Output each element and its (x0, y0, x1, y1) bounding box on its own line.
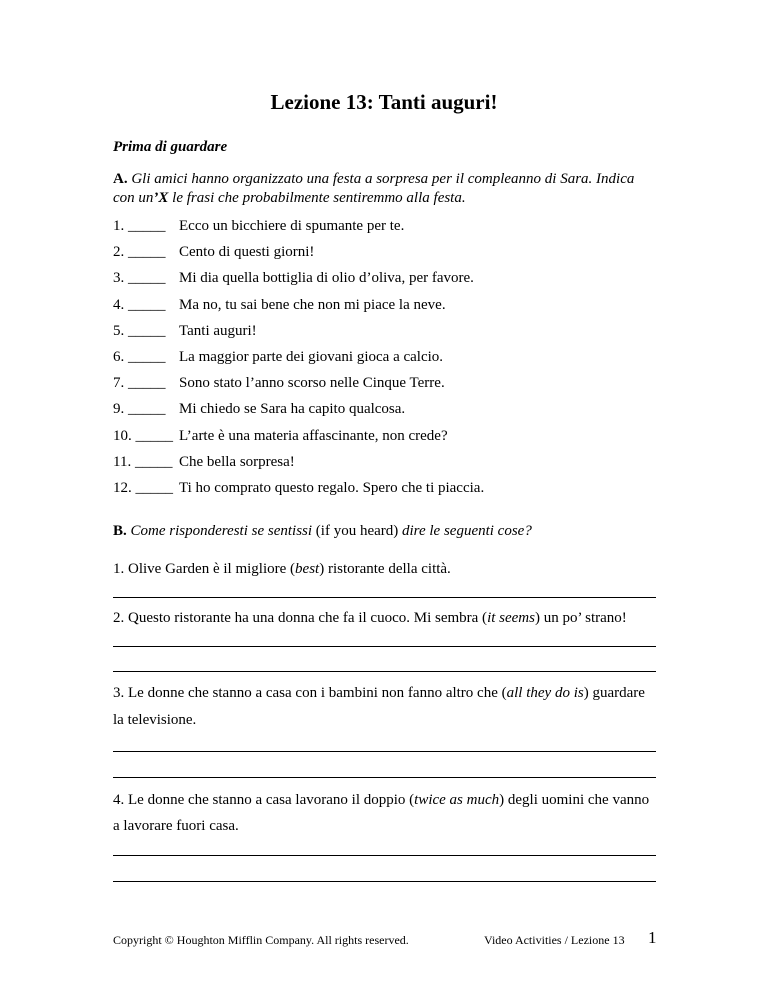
question-1-text-end: ) ristorante della città. (319, 561, 451, 577)
item-text: La maggior parte dei giovani gioca a calcio. (179, 349, 444, 365)
page-title: Lezione 13: Tanti auguri! (270, 90, 498, 114)
item-blank[interactable]: 3. _____ (113, 270, 166, 287)
footer-series: Video Activities / Lezione 13 (484, 933, 625, 947)
part-a-text-2: le frasi che probabilmente sentiremmo alla festa. (168, 190, 466, 206)
item-text: Ecco un bicchiere di spumante per te. (179, 218, 405, 234)
footer-copyright: Copyright © Houghton Mifflin Company. All rights reserved. (113, 933, 409, 947)
item-text: Ti ho comprato questo regalo. Spero che ti piaccia. (179, 480, 485, 496)
item-text: Che bella sorpresa! (179, 453, 295, 470)
answer-line[interactable] (113, 751, 656, 752)
question-3-text: 3. Le donne che stanno a casa con i bambini non fanno altro che ( (113, 685, 507, 701)
answer-line[interactable] (113, 597, 656, 598)
item-blank[interactable]: 4. _____ (113, 296, 166, 313)
item-blank[interactable]: 11. _____ (113, 453, 173, 470)
question-1-gloss: best (295, 561, 320, 577)
item-text: L’arte è una materia affascinante, non crede? (179, 427, 448, 444)
question-2-gloss: it seems (487, 610, 535, 626)
list-item (113, 244, 314, 261)
answer-line[interactable] (113, 855, 656, 856)
question-4-gloss: twice as much (414, 792, 500, 808)
item-blank[interactable]: 2. _____ (113, 244, 166, 261)
item-blank[interactable]: 12. _____ (113, 480, 173, 496)
question-2-text-end: ) un po’ strano! (534, 610, 627, 626)
answer-line[interactable] (113, 777, 656, 778)
part-a-instruction (113, 170, 658, 208)
question-3-text-end: ) guardare (583, 685, 645, 701)
question-1-text: 1. Olive Garden è il migliore ( (113, 561, 296, 577)
question-4-text: 4. Le donne che stanno a casa lavorano il doppio ( (113, 792, 415, 808)
question-3-gloss: all they do is (506, 685, 584, 701)
question-4-line-2: a lavorare fuori casa. (113, 818, 239, 834)
item-blank[interactable]: 9. _____ (113, 401, 166, 418)
question-3 (113, 684, 673, 703)
list-item (113, 375, 445, 392)
page-number: 1 (648, 928, 657, 947)
list-item (113, 428, 448, 445)
question-2-text: 2. Questo ristorante ha una donna che fa il cuoco. Mi sembra ( (113, 610, 488, 626)
answer-line[interactable] (113, 646, 656, 647)
part-b-text-2: (if you heard) (312, 523, 403, 539)
list-item (113, 480, 484, 497)
part-b-letter: B. (113, 523, 127, 539)
item-blank[interactable]: 10. _____ (113, 427, 173, 444)
item-blank[interactable]: 7. _____ (113, 375, 166, 392)
part-b-instruction (113, 522, 713, 541)
item-blank[interactable]: 5. _____ (113, 322, 166, 339)
list-item (113, 454, 295, 471)
section-heading: Prima di guardare (113, 139, 228, 155)
question-3-line-2: la televisione. (113, 712, 197, 728)
question-4-text-end: ) degli uomini che vanno (499, 792, 650, 808)
list-item (113, 297, 446, 314)
item-text: Mi dia quella bottiglia di olio d’oliva, per favore. (179, 270, 474, 287)
list-item (113, 218, 404, 235)
answer-line[interactable] (113, 671, 656, 672)
part-b-text-1: Come risponderesti se sentissi (130, 523, 313, 539)
question-1 (113, 560, 673, 579)
answer-line[interactable] (113, 881, 656, 882)
item-blank[interactable]: 6. _____ (113, 349, 166, 365)
part-a-letter: A. (113, 171, 128, 187)
list-item (113, 401, 405, 418)
list-item (113, 270, 474, 287)
question-4 (113, 791, 673, 810)
item-text: Sono stato l’anno scorso nelle Cinque Terre. (179, 375, 445, 392)
item-blank[interactable]: 1. _____ (113, 218, 166, 234)
item-text: Mi chiedo se Sara ha capito qualcosa. (179, 401, 406, 418)
list-item (113, 323, 257, 340)
item-text: Tanti auguri! (179, 322, 257, 339)
part-a-mark: ’X (153, 190, 169, 206)
question-2 (113, 609, 673, 628)
item-text: Ma no, tu sai bene che non mi piace la neve. (179, 296, 446, 313)
part-b-text-3: dire le seguenti cose? (402, 523, 532, 539)
part-a-text-1: Gli amici hanno organizzato una festa a sorpresa per il compleanno di Sara. Indica con un (113, 171, 635, 206)
list-item (113, 349, 443, 366)
item-text: Cento di questi giorni! (179, 244, 315, 261)
